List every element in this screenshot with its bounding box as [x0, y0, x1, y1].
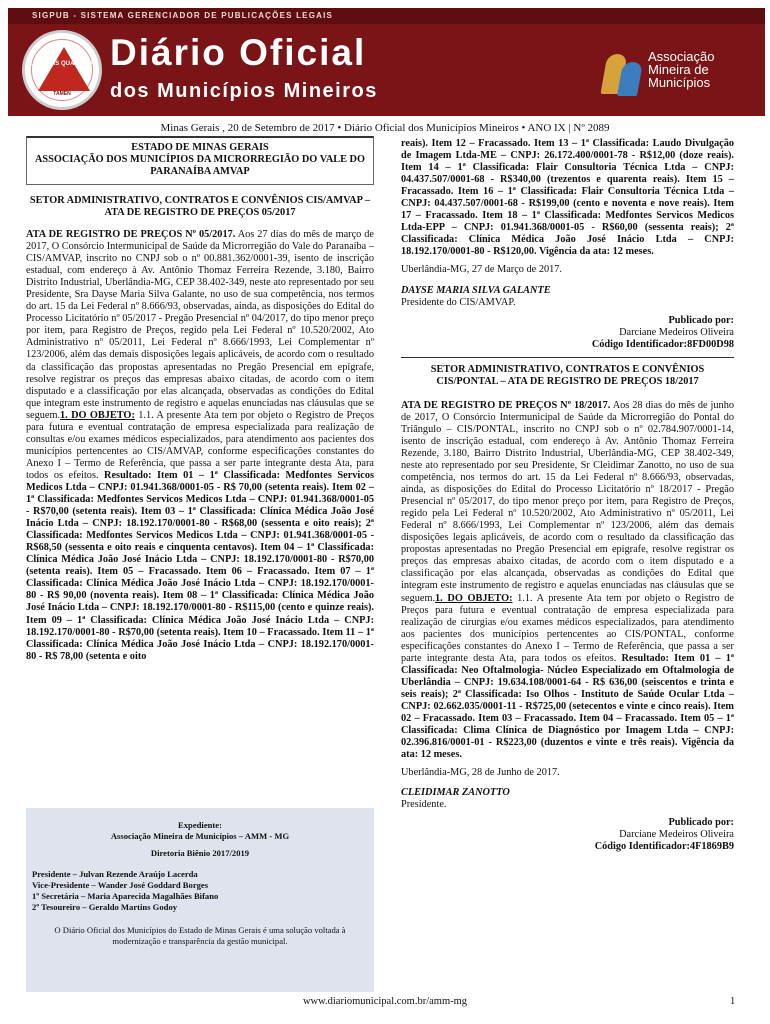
resultado2-text: Resultado: Item 01 – 1ª Classificada: Neo Oftalmologia- Núcleo Especializado em Oftalmologia de Uberlândia – CNPJ: 19.634.108/0001-64 - R$ 636,00 (seiscentos e trinta e seis reais); 2ª Classificada: Iso Olhos - Instituto de Saúde Ocular Ltda – CNPJ: 02.662.035/0001-11 - R$725,00 (setecentos e vinte e cinco reais). Item 02 – Fracassado. Item 03 – Fracassado. Item 04 – Fracassado. Item 05 – 1ª Classificada: Clima Clínica de Diagnóstico por Imagem Ltda – CNPJ: 02.396.816/0001-01 - R$223,00 (duzentos e vinte e três reais). Vigência da ata: 12 meses.: [401, 652, 734, 761]
expediente-label: Expediente:: [178, 820, 222, 830]
association-heading: ASSOCIAÇÃO DOS MUNICÍPIOS DA MICRORREGIÃO DO VALE DO PARANAÍBA AMVAP: [34, 154, 366, 177]
continuation-paragraph: [401, 138, 734, 258]
signer-2-name: CLEIDIMAR ZANOTTO: [401, 787, 510, 799]
section-divider: [401, 357, 734, 358]
dateline: Minas Gerais , 20 de Setembro de 2017 • Diário Oficial dos Municípios Mineiros • ANO IX | Nº 2089: [160, 122, 610, 134]
section-title-amvap: SETOR ADMINISTRATIVO, CONTRATOS E CONVÊNIOS CIS/AMVAP – ATA DE REGISTRO DE PREÇOS 05/2017: [29, 195, 371, 218]
masthead: [8, 8, 765, 116]
expediente-org: Associação Mineira de Municípios – AMM - MG: [110, 831, 290, 841]
secretaria-line: 1º Secretária – Maria Aparecida Magalhães Bifano: [32, 891, 219, 901]
page-number: 1: [730, 996, 736, 1007]
sigpub-banner: SIGPUB - SISTEMA GERENCIADOR DE PUBLICAÇÕES LEGAIS: [8, 8, 765, 24]
publication-title: Diário Oficial: [110, 32, 367, 73]
resultado-text: Resultado: Item 01 – 1ª Classificada: Medfontes Servicos Medicos Ltda – CNPJ: 01.941.368/0001-05 - R$ 70,00 (setenta reais). Item 02 – 1ª Classificada: Medfontes Servicos Medicos Ltda – CNPJ: 01.941.368/0001-05 - R$70,00 (setenta reais). Item 03 – 1ª Classificada: Clínica Médica João José Inácio Ltda – CNPJ: 18.192.170/0001-80 - R$68,00 (sessenta e oito reais); 2ª Classificada: Medfontes Servicos Medicos Ltda – CNPJ: 01.941.368/0001-05 - R$68,50 (sessenta e oito reais e cinquenta centavos). Item 04 – 1ª Classificada: Clínica Médica João José Inácio Ltda – CNPJ: 18.192.170/0001-80 - R$70,00 (setenta reais). Item 05 – Fracassado. Item 06 – Fracassado. Item 07 – 1ª Classificada: Clínica Médica João José Inácio Ltda – CNPJ: 18.192.170/0001-80 - R$ 90,00 (noventa reais). Item 08 – 1ª Classificada: Clínica Médica João José Inácio Ltda – CNPJ: 18.192.170/0001-80 - R$115,00 (cento e quinze reais). Item 09 – 1ª Classificada: Clínica Médica João José Inácio Ltda – CNPJ: 18.192.170/0001-80 - R$70,00 (setenta reais). Item 10 – Fracassado. Item 11 – 1ª Classificada: Clínica Médica João José Inácio Ltda – CNPJ: 18.192.170/0001-80 - R$ 78,00 (setenta e oito: [26, 469, 374, 662]
place-date-2: Uberlândia-MG, 28 de Junho de 2017.: [401, 767, 560, 779]
identifier-code-2: Código Identificador:4F1869B9: [594, 841, 734, 853]
expediente-box: [26, 808, 374, 992]
publisher-name-1: Darciane Medeiros Oliveira: [619, 326, 734, 338]
section-title-pontal: SETOR ADMINISTRATIVO, CONTRATOS E CONVÊNIOS CIS/PONTAL – ATA DE REGISTRO DE PREÇOS 18/2017: [430, 363, 705, 387]
objeto2-label: 1. DO OBJETO:: [435, 592, 513, 604]
issuer-header-box: [26, 136, 374, 185]
amm-logo: [604, 48, 758, 100]
seal-triangle: [38, 47, 90, 91]
ata-pontal-lead: ATA DE REGISTRO DE PREÇOS Nº 18/2017.: [401, 399, 611, 411]
publication-subtitle: dos Municípios Mineiros: [110, 80, 378, 102]
published-by-label-1: Publicado por:: [668, 314, 734, 326]
ata-pontal-paragraph: [401, 400, 734, 761]
publisher-name-2: Darciane Medeiros Oliveira: [619, 829, 734, 841]
objeto-label: 1. DO OBJETO:: [60, 409, 135, 421]
amm-line-2: Mineira de: [648, 62, 709, 77]
signer-1-role: Presidente do CIS/AMVAP.: [401, 296, 516, 308]
diretoria-list: [32, 869, 368, 913]
expediente-note: O Diário Oficial dos Municípios do Estado de Minas Gerais é uma solução voltada à modernização e transparência da gestão municipal.: [54, 925, 346, 946]
ata-amvap-body: Aos 27 dias do mês de março de 2017, O Consórcio Intermunicipal de Saúde da Microrregião do Vale do Paranaíba – CIS/AMVAP, inscrito no CNPJ sob o nº 00.881.362/0001-39, isento de inscrição estadual, com endereço à Av. Antônio Thomaz Ferreira Rezende, 3.180, Bairro Distrito Industrial, Uberlândia-MG, CEP 38.402-349, neste ato representado por seu Presidente, Sra Dayse Maria Silva Galante, no uso de sua competência, nos termos do art. 15 da Lei Federal nº 8.666/93, observadas, ainda, as disposições do Edital do Processo Licitatório nº 05/2017 - Pregão Presencial nº 04/2017, do tipo menor preço por item, para Registro de Preços, regido pela Lei Federal nº 10.520/2002, Ato Administrativo nº 05/2011, Lei Federal nº 8.666/1993, Lei Complementar nº 123/2006, além das demais disposições legais aplicáveis, de acordo com o resultado da classificação das propostas apresentadas no Pregão Presencial em epígrafe, resolve registrar os preços das empresas abaixo citadas, de acordo com o item disputado e a classificação por elas alcançada, observadas as condições do Edital que integram este instrumento de registro e aquelas enunciadas nas cláusulas que se seguem.: [26, 229, 374, 421]
published-by-label-2: Publicado por:: [668, 817, 734, 829]
identifier-code-1: Código Identificador:8FD00D98: [591, 338, 734, 350]
publisher-block-1: [401, 315, 734, 351]
right-column: [401, 138, 734, 853]
signer-1-name: DAYSE MARIA SILVA GALANTE: [401, 284, 551, 296]
left-column: [26, 136, 374, 669]
seal-motto: LIBERTAS QUÆ SERA: [29, 61, 95, 67]
amm-logo-text: [648, 50, 714, 89]
vice-presidente-line: Vice-Presidente – Wander José Goddard Borges: [32, 880, 209, 890]
amm-line-1: Associação: [648, 49, 715, 64]
minas-gerais-seal-icon: [22, 30, 102, 110]
footer-url-link[interactable]: www.diariomunicipal.com.br/amm-mg: [302, 996, 468, 1007]
amm-line-3: Municípios: [648, 75, 711, 90]
signer-2-role: Presidente.: [401, 799, 447, 811]
publisher-block-2: [401, 817, 734, 853]
place-date-1: Uberlândia-MG, 27 de Março de 2017.: [401, 264, 562, 276]
ata-amvap-lead: ATA DE REGISTRO DE PREÇOS Nº 05/2017.: [26, 229, 236, 240]
ata-amvap-paragraph: [26, 229, 374, 663]
expediente-diretoria: Diretoria Biênio 2017/2019: [150, 848, 250, 858]
continuation-text: reais). Item 12 – Fracassado. Item 13 – 1ª Classificada: Laudo Divulgação de Imagem Ltda-ME – CNPJ: 26.172.400/0001-78 - R$12,00 (doze reais). Item 14 – 1ª Classificada: Flair Consultoria Técnica Ltda – CNPJ: 04.437.507/0001-68 - R$340,00 (trezentos e quarenta reais). Item 15 – Fracassado. Item 16 – 1ª Classificada: Flair Consultoria Técnica Ltda – CNPJ: 04.437.507/0001-68 - R$199,00 (cento e noventa e nove reais). Item 17 – Fracassado. Item 18 – 1ª Classificada: Medfontes Servicos Medicos Ltda-EPP – CNPJ: 01.941.368/0001-05 - R$60,00 (sessenta reais); 2ª Classificada: Clínica Médica João José Inácio Ltda – CNPJ: 18.192.170/0001-80 - R$120,00. Vigência da ata: 12 meses.: [401, 138, 734, 258]
seal-tamen: TAMEN: [53, 91, 71, 97]
amm-mark-icon: [604, 52, 642, 94]
objeto-text: 1.1. A presente Ata tem por objeto o Registro de Preços para futura e eventual contratação de empresa especializada para realização de consultas e/ou exames médicos especializados, para atendimento aos pacientes dos municípios pertencentes ao CIS/AMVAP, conforme especificações constantes do Anexo I – Termo de Referência, que passa a ser parte integrante desta Ata, para todos os efeitos.: [26, 409, 374, 481]
objeto2-text: 1.1. A presente Ata tem por objeto o Registro de Preços para futura e eventual contratação de empresa especializada para realização de cirurgias e/ou exames médicos especializados, para atendimento aos pacientes dos municípios pertencentes ao CIS/PONTAL, conforme especificações constantes do Anexo I – Termo de Referência, que passa a ser parte integrante desta Ata, para todos os efeitos.: [401, 592, 734, 664]
state-heading: ESTADO DE MINAS GERAIS: [131, 142, 269, 153]
presidente-line: Presidente – Julvan Rezende Araújo Lacerda: [32, 869, 198, 879]
tesoureiro-line: 2º Tesoureiro – Geraldo Martins Godoy: [32, 902, 178, 912]
ata-pontal-body: Aos 28 dias do mês de junho de 2017, O Consórcio Intermunicipal de Saúde da Microrregião do Pontal do Triângulo – CIS/PONTAL, inscrito no CNPJ sob o nº 02.784.907/0001-14, isento de inscrição estadual, com endereço à Av. Antônio Thomaz Ferreira Rezende, 3.180, Bairro Distrito Industrial, Uberlândia-MG, CEP 38.402-349, neste ato representado por seu Presidente, Sr Cleidimar Zanotto, no uso de sua competência, nos termos do art. 15 da Lei Federal nº 8.666/93, observadas, ainda, as disposições do Edital do Processo Licitatório nº 18/2017 - Pregão Presencial nº 05/2017, do tipo menor preço por item, para Registro de Preços, regido pela Lei Federal nº 10.520/2002, Ato Administrativo nº 05/2011, Lei Federal nº 8.666/1993, Lei Complementar nº 123/2006, além das demais disposições legais aplicáveis, de acordo com o resultado da classificação das propostas apresentadas no Pregão Presencial em epígrafe, resolve registrar os preços das empresas abaixo citadas, de acordo com o item disputado e a classificação por elas alcançada, observadas as condições do Edital que integram este instrumento de registro e aquelas enunciadas nas cláusulas que se seguem.: [401, 399, 735, 604]
